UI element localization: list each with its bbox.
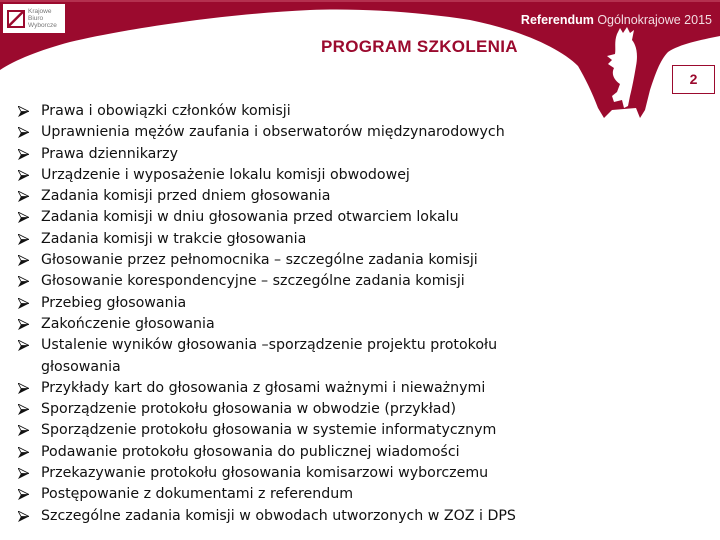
arrow-bullet-icon <box>18 404 29 415</box>
list-item <box>0 463 516 484</box>
list-item-continuation: głosowania <box>41 358 121 375</box>
arrow-bullet-icon <box>18 106 29 117</box>
list-item <box>0 378 516 399</box>
list-item <box>0 420 516 441</box>
list-item-text: Sporządzenie protokołu głosowania w obwodzie (przykład) <box>41 401 457 418</box>
arrow-bullet-icon <box>18 489 29 500</box>
list-item <box>0 442 516 463</box>
list-item-text: Podawanie protokołu głosowania do publicznej wiadomości <box>41 443 460 460</box>
list-item <box>0 229 516 250</box>
list-item-text: Zadania komisji przed dniem głosowania <box>41 188 331 205</box>
referendum-bold: Referendum <box>520 13 594 27</box>
list-item <box>0 122 516 143</box>
list-item <box>0 314 516 335</box>
list-item-text: Zadania komisji w dniu głosowania przed otwarciem lokalu <box>41 209 459 226</box>
list-item <box>0 293 516 314</box>
list-item-text: Głosowanie korespondencyjne – szczególne zadania komisji <box>41 273 465 290</box>
logo-mark-icon <box>7 10 25 28</box>
list-item <box>0 101 516 122</box>
referendum-caption <box>521 13 712 27</box>
list-item-text: Przykłady kart do głosowania z głosami ważnymi i nieważnymi <box>41 379 486 396</box>
arrow-bullet-icon <box>18 149 29 160</box>
list-item <box>0 144 516 165</box>
logo-line-2: Biuro <box>28 15 44 22</box>
list-item-text: Przekazywanie protokołu głosowania komisarzowi wyborczemu <box>41 465 489 482</box>
list-item-text: Sporządzenie protokołu głosowania w systemie informatycznym <box>41 422 497 439</box>
list-item <box>0 484 516 505</box>
arrow-bullet-icon <box>18 340 29 351</box>
list-item <box>0 335 516 378</box>
list-item <box>0 399 516 420</box>
topic-list <box>0 101 516 527</box>
list-item-text: Postępowanie z dokumentami z referendum <box>41 486 354 503</box>
list-item-text: Urządzenie i wyposażenie lokalu komisji obwodowej <box>41 166 410 183</box>
logo <box>3 4 65 33</box>
arrow-bullet-icon <box>18 298 29 309</box>
arrow-bullet-icon <box>18 234 29 245</box>
arrow-bullet-icon <box>18 276 29 287</box>
list-item <box>0 165 516 186</box>
list-item <box>0 271 516 292</box>
list-item-text: Głosowanie przez pełnomocnika – szczególne zadania komisji <box>41 252 478 269</box>
arrow-bullet-icon <box>18 212 29 223</box>
arrow-bullet-icon <box>18 468 29 479</box>
list-item-text: Zakończenie głosowania <box>41 315 215 332</box>
logo-text <box>28 8 57 29</box>
list-item-text: Szczególne zadania komisji w obwodach utworzonych w ZOZ i DPS <box>41 507 516 524</box>
list-item-text: Prawa i obowiązki członków komisji <box>41 103 291 119</box>
list-item-text: Przebieg głosowania <box>41 294 187 311</box>
referendum-rest: Ogólnokrajowe 2015 <box>593 13 712 27</box>
arrow-bullet-icon <box>18 383 29 394</box>
page-number-badge: 2 <box>672 65 715 94</box>
arrow-bullet-icon <box>18 170 29 181</box>
logo-line-1: Krajowe <box>28 8 52 15</box>
arrow-bullet-icon <box>18 191 29 202</box>
arrow-bullet-icon <box>18 425 29 436</box>
logo-line-3: Wyborcze <box>28 22 57 29</box>
list-item <box>0 207 516 228</box>
arrow-bullet-icon <box>18 511 29 522</box>
list-item-text: Ustalenie wyników głosowania –sporządzenie projektu protokołu <box>41 337 498 354</box>
arrow-bullet-icon <box>18 255 29 266</box>
page-title: PROGRAM SZKOLENIA <box>321 37 518 56</box>
list-item <box>0 506 516 527</box>
arrow-bullet-icon <box>18 447 29 458</box>
list-item <box>0 186 516 207</box>
list-item-text: Uprawnienia mężów zaufania i obserwatorów międzynarodowych <box>41 124 505 141</box>
arrow-bullet-icon <box>18 127 29 138</box>
list-item-text: Prawa dziennikarzy <box>41 145 179 162</box>
arrow-bullet-icon <box>18 319 29 330</box>
list-item <box>0 250 516 271</box>
list-item-text: Zadania komisji w trakcie głosowania <box>41 230 307 247</box>
